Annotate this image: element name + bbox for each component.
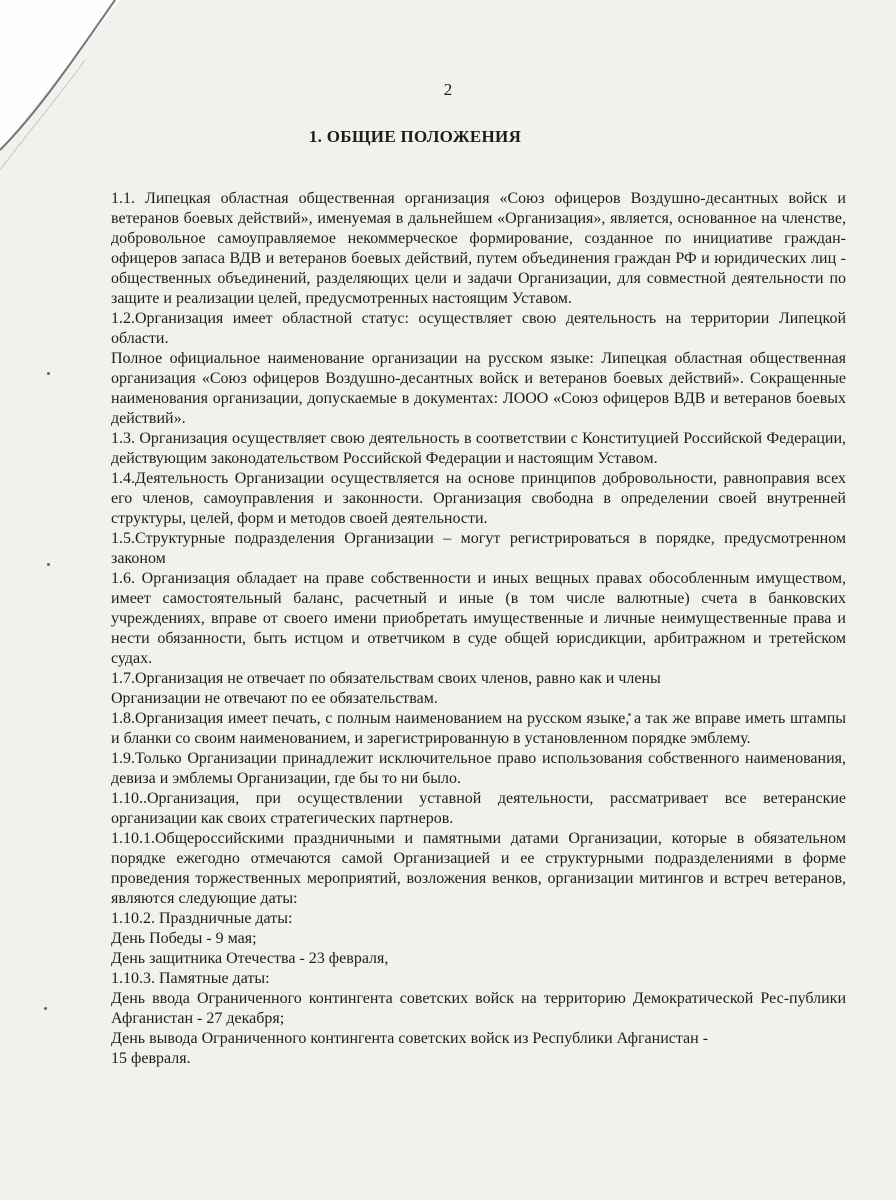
paragraph: 1.8.Организация имеет печать, с полным наименованием на русском языке, а так же вправе иметь штампы и бланки со своим наименованием, и зарегистрированную в установленном порядке эмблему. (111, 710, 846, 747)
scan-dot (47, 372, 50, 375)
paragraph: 1.9.Только Организации принадлежит исключительное право использования собственного наименования, девиза и эмблемы Организации, где бы то ни было. (111, 750, 846, 787)
paragraph: День Победы - 9 мая; (111, 930, 257, 947)
paragraph: 1.10.1.Общероссийскими праздничными и памятными датами Организации, которые в обязательном порядке ежегодно отмечаются самой Организацией и ее структурными подразделениями в форме проведения торжественных мероприятий, возложения венков, организации митингов и встреч ветеранов, являются следующие даты: (111, 830, 846, 907)
paragraph: 15 февраля. (111, 1050, 191, 1067)
paragraph: День ввода Ограниченного контингента советских войск на территорию Демократической Рес-публики Афганистан - 27 декабря; (111, 990, 846, 1027)
paragraph: 1.10..Организация, при осуществлении уставной деятельности, рассматривает все ветеранские организации как своих стратегических партнеров. (111, 790, 846, 827)
paragraph: День вывода Ограниченного контингента советских войск из Республики Афганистан - (111, 1030, 709, 1047)
paragraph: 1.2.Организация имеет областной статус: осуществляет свою деятельность на территории Липецкой области. (111, 310, 846, 347)
paragraph: 1.1. Липецкая областная общественная организация «Союз офицеров Воздушно-десантных войск и ветеранов боевых действий», именуемая в дальнейшем «Организация», является, основанное на членстве, добровольное самоуправляемое некоммерческое формирование, созданное по инициативе граждан-офицеров запаса ВДВ и ветеранов боевых действий, путем объединения граждан РФ и юридических лиц - общественных объединений, разделяющих цели и задачи Организации, для совместной деятельности по защите и реализации целей, предусмотренных настоящим Уставом. (111, 190, 846, 307)
paragraph: Организации не отвечают по ее обязательствам. (111, 690, 438, 707)
page-number: 2 (443, 80, 453, 99)
paragraph: 1.10.2. Праздничные даты: (111, 910, 293, 927)
scan-dot (44, 1007, 47, 1010)
paragraph: 1.10.3. Памятные даты: (111, 970, 270, 987)
paragraph: Полное официальное наименование организации на русском языке: Липецкая областная общественная организация «Союз офицеров Воздушно-десантных войск и ветеранов боевых действий». Сокращенные наименования организации, допускаемые в документах: ЛООО «Союз офицеров ВДВ и ветеранов боевых действий». (111, 350, 846, 427)
paragraph: 1.7.Организация не отвечает по обязательствам своих членов, равно как и члены (111, 670, 661, 687)
paragraph: 1.6. Организация обладает на праве собственности и иных вещных правах обособленным имуществом, имеет самостоятельный баланс, расчетный и иные (в том числе валютные) счета в банковских учреждениях, вправе от своего имени приобретать имущественные и личные неимущественные права и нести обязанности, быть истцом и ответчиком в суде общей юрисдикции, арбитражном и третейском судах. (111, 570, 846, 667)
paragraph: 1.3. Организация осуществляет свою деятельность в соответствии с Конституцией Российской Федерации, действующим законодательством Российской Федерации и настоящим Уставом. (111, 430, 846, 467)
section-title: 1. ОБЩИЕ ПОЛОЖЕНИЯ (308, 127, 522, 146)
paragraph: День защитника Отечества - 23 февраля, (111, 950, 389, 967)
scan-dot (47, 563, 50, 566)
paragraph: 1.5.Структурные подразделения Организации – могут регистрироваться в порядке, предусмотренном законом (111, 530, 846, 567)
paragraph: 1.4.Деятельность Организации осуществляется на основе принципов добровольности, равноправия всех его членов, самоуправления и законности. Организация свободна в определении своей внутренней структуры, целей, форм и методов своей деятельности. (111, 470, 846, 527)
document-body (111, 189, 846, 1069)
